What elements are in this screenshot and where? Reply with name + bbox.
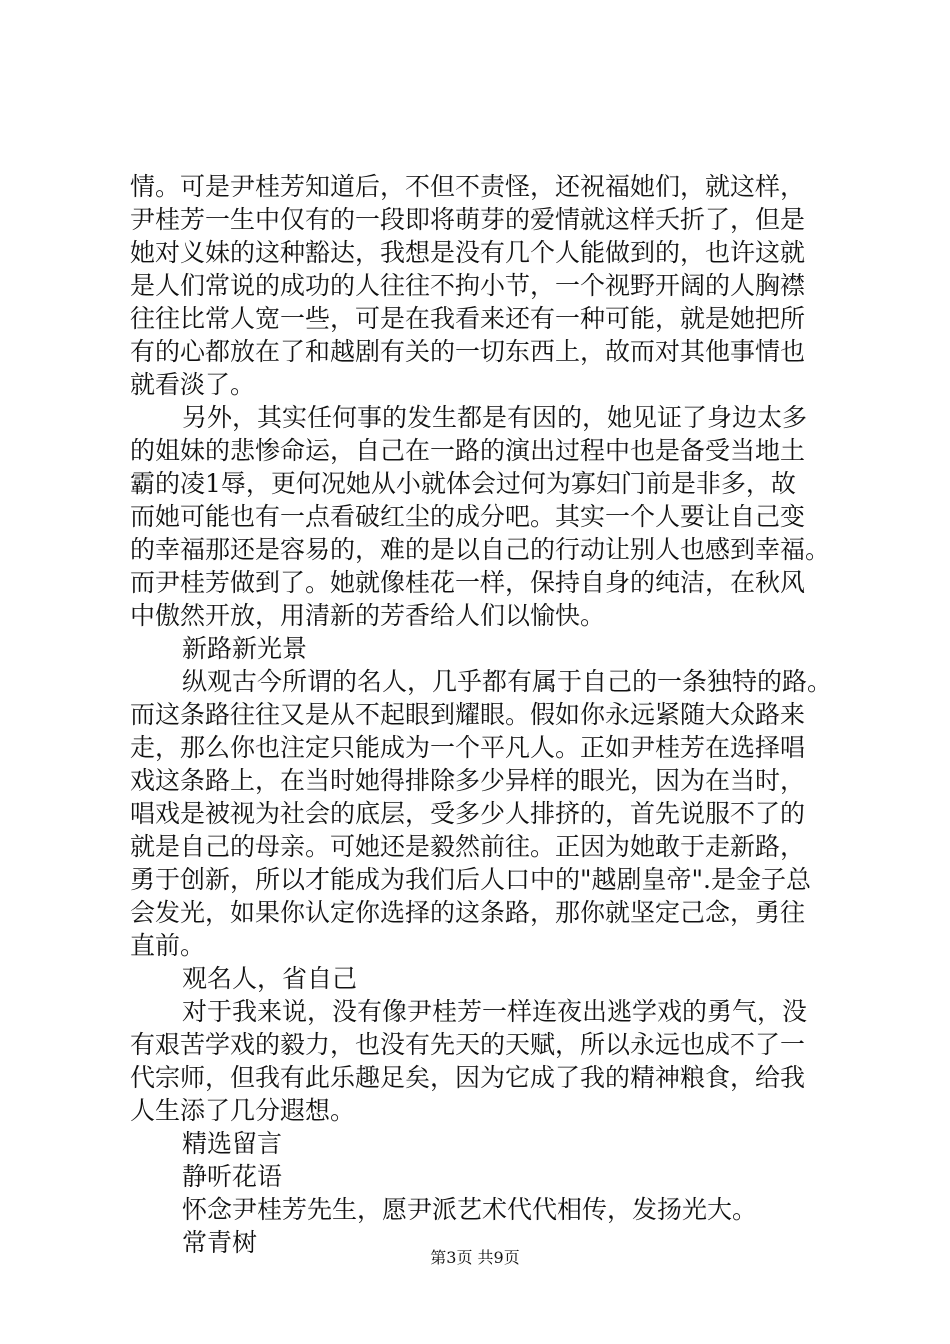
- text-line: 尹桂芳一生中仅有的一段即将萌芽的爱情就这样夭折了，但是: [130, 205, 806, 234]
- text-line: 代宗师，但我有此乐趣足矣，因为它成了我的精神粮食，给我: [130, 1063, 806, 1092]
- text-line: 纵观古今所谓的名人，几乎都有属于自己的一条独特的路。: [182, 667, 833, 696]
- text-line: 有艰苦学戏的毅力，也没有先天的天赋，所以永远也成不了一: [130, 1030, 806, 1059]
- text-line: 走，那么你也注定只能成为一个平凡人。正如尹桂芳在选择唱: [130, 733, 806, 762]
- text-line: 而这条路往往又是从不起眼到耀眼。假如你永远紧随大众路来: [130, 700, 806, 729]
- text-line: 精选留言: [182, 1129, 283, 1158]
- text-line: 会发光，如果你认定你选择的这条路，那你就坚定己念，勇往: [130, 898, 806, 927]
- text-line: 戏这条路上，在当时她得排除多少异样的眼光，因为在当时，: [130, 766, 806, 795]
- text-line: 对于我来说，没有像尹桂芳一样连夜出逃学戏的勇气，没: [182, 997, 808, 1026]
- text-line: 怀念尹桂芳先生，愿尹派艺术代代相传，发扬光大。: [182, 1195, 758, 1224]
- text-line: 情。可是尹桂芳知道后，不但不责怪，还祝福她们，就这样，: [130, 172, 806, 201]
- text-line: 而她可能也有一点看破红尘的成分吧。其实一个人要让自己变: [130, 502, 806, 531]
- text-line: 的姐妹的悲惨命运，自己在一路的演出过程中也是备受当地土: [130, 436, 806, 465]
- text-line: 的幸福那还是容易的，难的是以自己的行动让别人也感到幸福。: [130, 535, 831, 564]
- text-line: 往往比常人宽一些，可是在我看来还有一种可能，就是她把所: [130, 304, 806, 333]
- text-line: 是人们常说的成功的人往往不拘小节，一个视野开阔的人胸襟: [130, 271, 806, 300]
- article-body: [130, 170, 850, 1259]
- text-line: 人生添了几分遐想。: [130, 1096, 356, 1125]
- text-line: 另外，其实任何事的发生都是有因的，她见证了身边太多: [182, 403, 808, 432]
- text-line: 观名人，省自己: [182, 964, 358, 993]
- text-line: 她对义妹的这种豁达，我想是没有几个人能做到的，也许这就: [130, 238, 806, 267]
- text-line: 而尹桂芳做到了。她就像桂花一样，保持自身的纯洁，在秋风: [130, 568, 806, 597]
- text-line: 静听花语: [182, 1162, 283, 1191]
- text-line: 新路新光景: [182, 634, 308, 663]
- text-line: 霸的凌1辱，更何况她从小就体会过何为寡妇门前是非多，故: [130, 469, 796, 498]
- text-line: 中傲然开放，用清新的芳香给人们以愉快。: [130, 601, 606, 630]
- text-line: 勇于创新，所以才能成为我们后人口中的"越剧皇帝".是金子总: [130, 865, 811, 894]
- text-line: 直前。: [130, 931, 206, 960]
- text-line: 就看淡了。: [130, 370, 256, 399]
- text-line: 常青树: [182, 1228, 258, 1257]
- page-footer: 第3页 共9页: [430, 1248, 520, 1267]
- text-line: 就是自己的母亲。可她还是毅然前往。正因为她敢于走新路，: [130, 832, 806, 861]
- text-line: 唱戏是被视为社会的底层，受多少人排挤的，首先说服不了的: [130, 799, 806, 828]
- text-line: 有的心都放在了和越剧有关的一切东西上，故而对其他事情也: [130, 337, 806, 366]
